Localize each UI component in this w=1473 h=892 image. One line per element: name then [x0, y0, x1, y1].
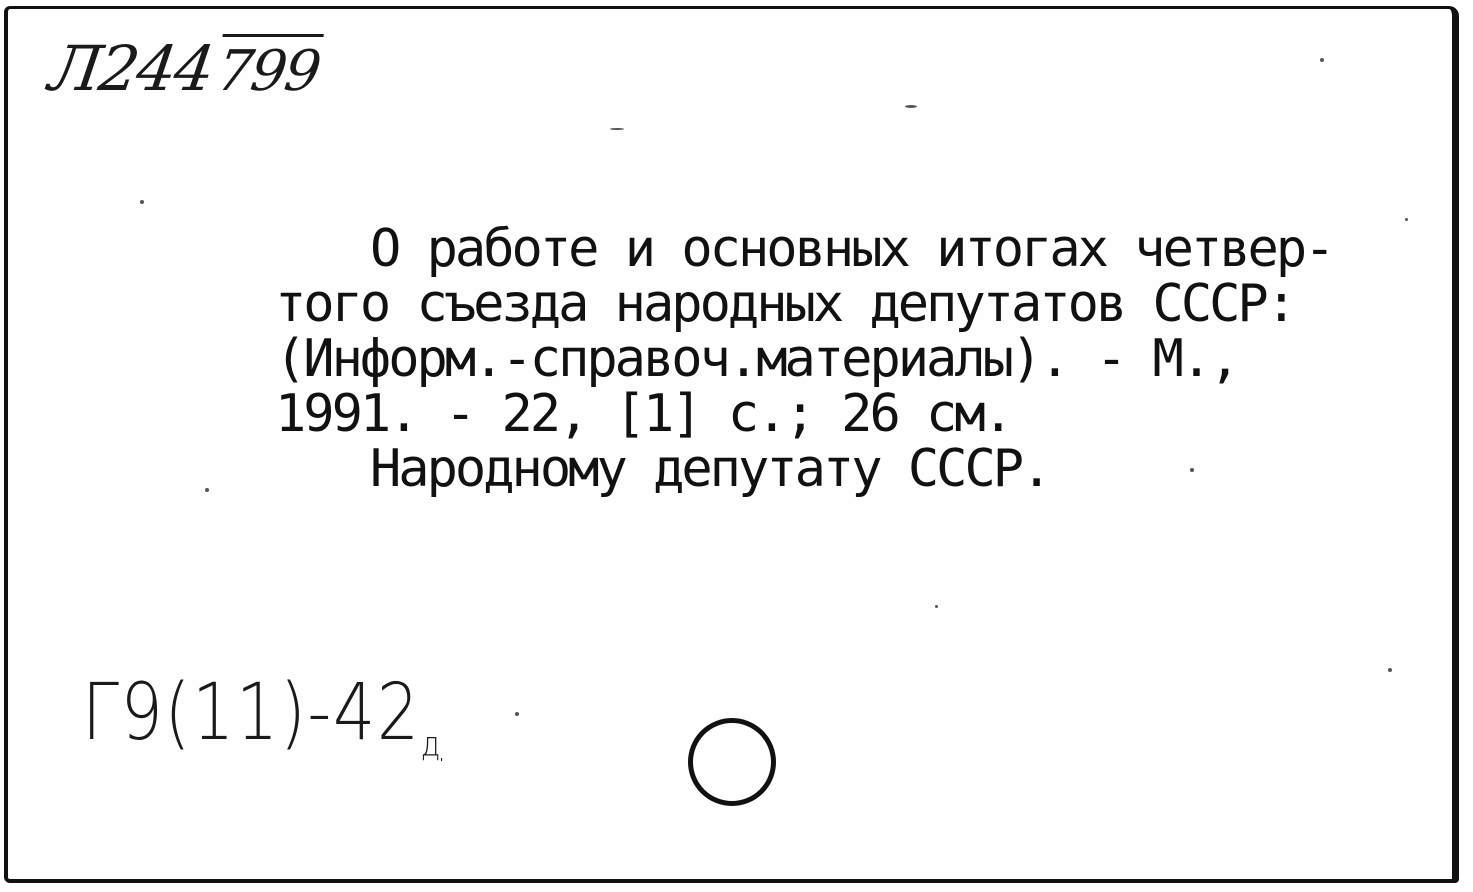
entry-line-4: 1991. - 22, [1] с.; 26 см.	[275, 384, 1011, 444]
classification-mark	[82, 668, 442, 765]
classmark-sub: д	[420, 724, 443, 765]
entry-line-3: (Информ.-справоч.материалы). - М.,	[275, 329, 1238, 389]
scan-speck	[1405, 218, 1408, 221]
circle-stamp-icon	[688, 718, 776, 806]
scan-speck	[1190, 468, 1194, 472]
shelfmark-sub: 799	[213, 34, 324, 104]
classmark-main: Г9(11)-42	[82, 668, 421, 758]
scan-speck	[205, 488, 209, 492]
entry-line-5: Народному депутату СССР.	[370, 439, 1050, 499]
scan-speck	[610, 128, 624, 130]
scan-speck	[935, 605, 938, 608]
scan-speck	[1320, 58, 1324, 62]
scan-speck	[515, 712, 519, 716]
entry-line-2: того съезда народных депутатов СССР:	[275, 274, 1295, 334]
shelfmark	[45, 32, 324, 105]
scan-speck	[140, 200, 144, 204]
bibliographic-entry	[275, 219, 1395, 499]
scan-speck	[1388, 668, 1392, 672]
shelfmark-main: Л244	[44, 32, 218, 105]
scan-speck	[905, 105, 917, 108]
entry-line-1: О работе и основных итогах четвер-	[370, 219, 1333, 279]
